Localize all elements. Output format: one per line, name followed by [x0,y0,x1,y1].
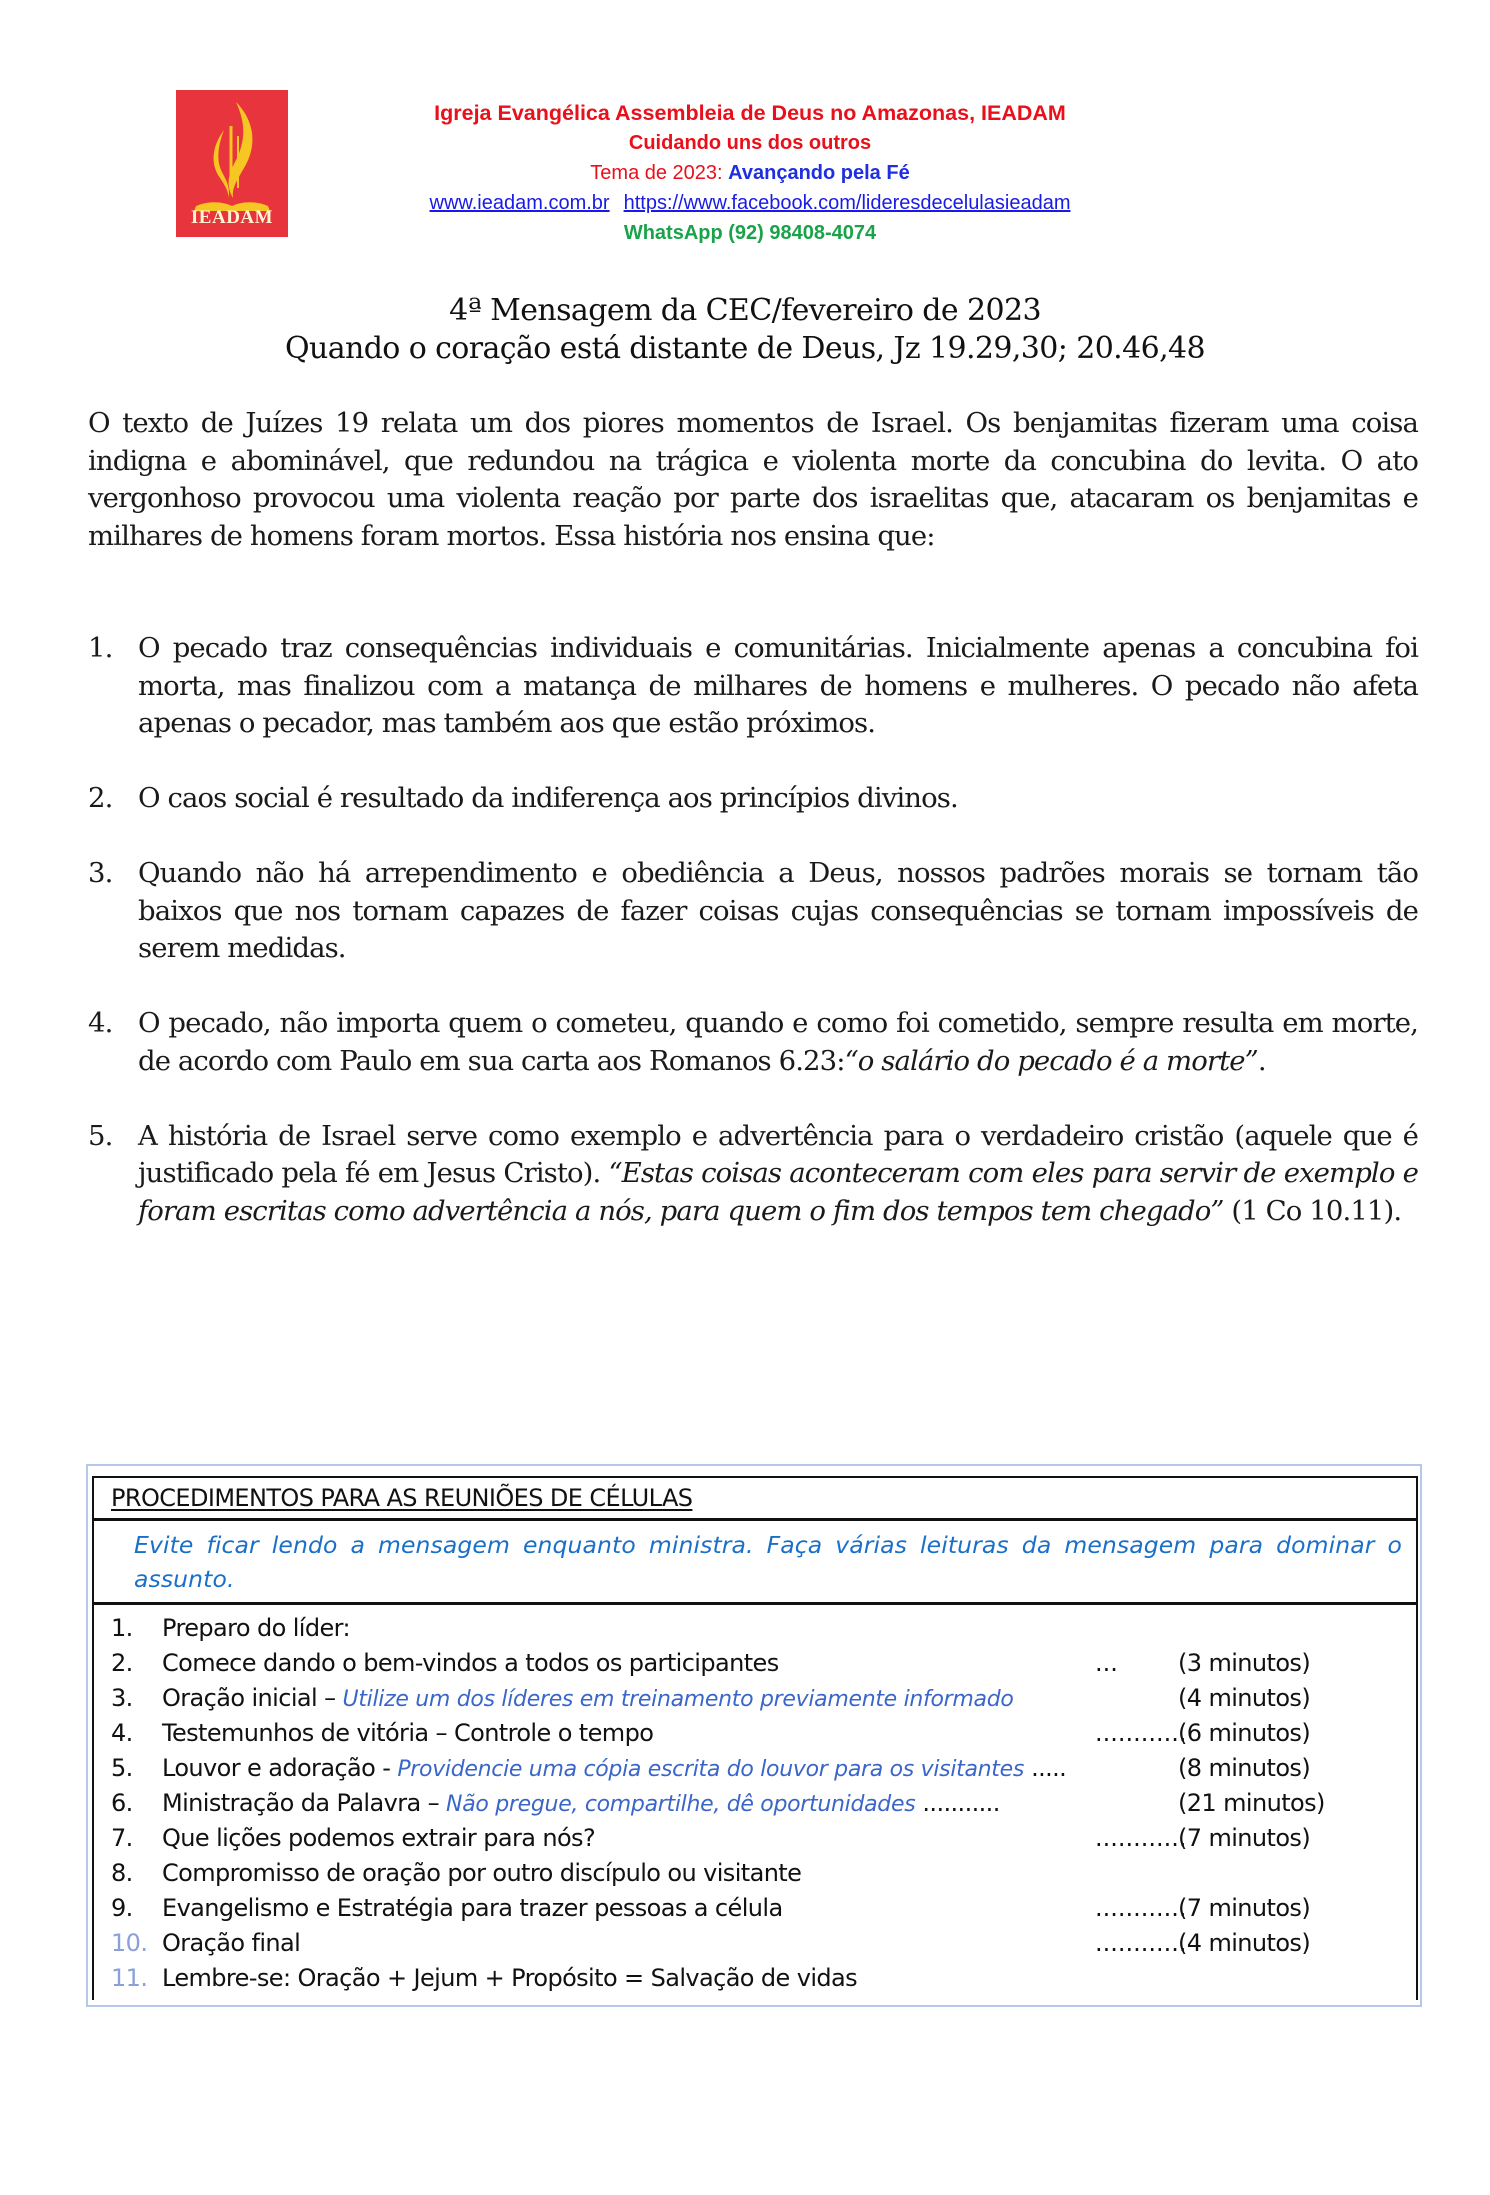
org-name: Igreja Evangélica Assembleia de Deus no Amazonas, IEADAM [434,101,1066,125]
item-note: Providencie uma cópia escrita do louvor para os visitantes [397,1757,1025,1782]
procedures-list [94,1605,1416,1996]
title-line-1: 4ª Mensagem da CEC/fevereiro de 2023 [449,293,1041,328]
item-note: Não pregue, compartilhe, dê oportunidades [446,1792,916,1817]
item-number: 7. [111,1824,133,1852]
list-item [88,1118,1418,1231]
procedure-item [94,1716,1416,1751]
procedure-item [94,1926,1416,1961]
item-number: 5. [88,1119,113,1152]
leader-dots: ..... [1031,1754,1067,1782]
item-duration: (6 minutos) [1178,1719,1311,1747]
item-number: 11. [111,1964,148,1992]
item-duration: (4 minutos) [1178,1684,1311,1712]
item-duration: (21 minutos) [1178,1789,1325,1817]
leader-dots: ............ [1095,1824,1187,1852]
item-number: 10. [111,1929,148,1957]
title-line-2: Quando o coração está distante de Deus, Jz 19.29,30; 20.46,48 [284,331,1206,366]
procedure-item [94,1891,1416,1926]
item-label: Oração final [162,1929,301,1957]
leader-dots: ............ [1095,1894,1187,1922]
item-duration: (4 minutos) [1178,1929,1311,1957]
item-number: 8. [111,1859,133,1887]
bible-quote: “Estas coisas aconteceram com eles para servir de exemplo e foram escritas como advertência a nós, para quem o fim dos tempos tem chegado” [138,1157,1419,1227]
item-label: Que lições podemos extrair para nós? [162,1824,596,1852]
item-text: A história de Israel serve como exemplo e advertência para o verdadeiro cristão (aquele que é justificado pela fé em Jesus Cristo). [138,1119,1418,1189]
procedure-item [94,1611,1416,1646]
item-number: 1. [111,1614,133,1642]
procedure-item [94,1646,1416,1681]
item-number: 3. [88,857,113,889]
theme-value: Avançando pela Fé [728,162,910,184]
item-text-after: . [1257,1044,1266,1077]
item-duration: (3 minutos) [1178,1649,1311,1677]
intro-paragraph: O texto de Juízes 19 relata um dos piores momentos de Israel. Os benjamitas fizeram uma coisa indigna e abominável, que redundou na trágica e violenta morte da concubina do levita. O ato vergonhoso provocou uma violenta reação por parte dos israelitas que, atacaram os benjamitas e milhares de homens foram mortos. Essa história nos ensina que: [88,407,1418,552]
item-number: 3. [111,1684,133,1712]
website-link[interactable]: www.ieadam.com.br [429,192,610,214]
procedures-table [92,1476,1418,2000]
procedure-item [94,1821,1416,1856]
leader-dots: ... [1095,1649,1118,1677]
message-title [0,292,1490,368]
item-number: 4. [88,1007,113,1039]
leader-dots: ............ [1095,1929,1187,1957]
list-item [88,855,1418,968]
motto: Cuidando uns dos outros [628,132,872,154]
item-label: Comece dando o bem-vindos a todos os participantes [162,1649,779,1677]
list-item [88,780,1418,818]
item-label: Louvor e adoração - Providencie uma cópia escrita do louvor para os visitantes ..... [162,1754,1067,1782]
procedure-item [94,1856,1416,1891]
procedure-item [94,1751,1416,1786]
item-duration: (8 minutos) [1178,1754,1311,1782]
procedures-title [94,1478,1416,1521]
theme-prefix: Tema de 2023: [590,162,729,184]
item-label: Oração inicial – Utilize um dos líderes em treinamento previamente informado [162,1684,1014,1712]
item-duration: (7 minutos) [1178,1824,1311,1852]
facebook-link[interactable]: https://www.facebook.com/lideresdecelulasieadam [623,192,1071,214]
item-text: O pecado, não importa quem o cometeu, quando e como foi cometido, sempre resulta em morte, de acordo com Paulo em sua carta aos Romanos 6.23: [138,1007,1418,1077]
item-text: O pecado traz consequências individuais e comunitárias. Inicialmente apenas a concubina foi morta, mas finalizou com a matança de milhares de homens e mulheres. O pecado não afeta apenas o pecador, mas também aos que estão próximos. [138,632,1418,739]
item-text: O caos social é resultado da indiferença aos princípios divinos. [138,782,958,814]
item-number: 6. [111,1789,133,1817]
church-header [300,98,1200,248]
procedure-item [94,1961,1416,1996]
ieadam-logo [176,90,288,237]
item-label: Preparo do líder: [162,1614,350,1642]
item-label: Compromisso de oração por outro discípulo ou visitante [162,1859,802,1887]
item-text-after: (1 Co 10.11). [1223,1194,1402,1227]
lessons-list [88,630,1418,1268]
theme-line [300,158,1200,188]
item-number: 9. [111,1894,133,1922]
item-number: 2. [88,782,113,814]
procedure-item [94,1681,1416,1716]
item-number: 1. [88,632,113,664]
leader-dots: ........... [922,1789,1000,1817]
item-note: Utilize um dos líderes em treinamento previamente informado [342,1687,1014,1712]
item-label: Lembre-se: Oração + Jejum + Propósito = Salvação de vidas [162,1964,858,1992]
list-item [88,1005,1418,1080]
item-number: 5. [111,1754,133,1782]
logo-text: IEADAM [190,207,274,228]
bible-quote: “o salário do pecado é a morte” [844,1044,1258,1077]
procedures-box [86,1464,1422,2007]
links-line [300,188,1200,218]
item-label: Testemunhos de vitória – Controle o tempo [162,1719,654,1747]
procedure-item [94,1786,1416,1821]
list-item [88,630,1418,743]
item-label: Evangelismo e Estratégia para trazer pessoas a célula [162,1894,783,1922]
item-text: Quando não há arrependimento e obediência a Deus, nossos padrões morais se tornam tão baixos que nos tornam capazes de fazer coisas cujas consequências se tornam impossíveis de serem medidas. [138,857,1418,964]
procedures-title-text: PROCEDIMENTOS PARA AS REUNIÕES DE CÉLULAS [111,1484,693,1512]
item-number: 4. [111,1719,133,1747]
item-label: Ministração da Palavra – Não pregue, compartilhe, dê oportunidades ........... [162,1789,1000,1817]
whatsapp-contact: WhatsApp (92) 98408-4074 [623,222,877,244]
leader-dots: ............ [1095,1719,1187,1747]
procedures-tip: Evite ficar lendo a mensagem enquanto ministra. Faça várias leituras da mensagem para dominar o assunto. [94,1521,1416,1605]
item-number: 2. [111,1649,133,1677]
item-duration: (7 minutos) [1178,1894,1311,1922]
